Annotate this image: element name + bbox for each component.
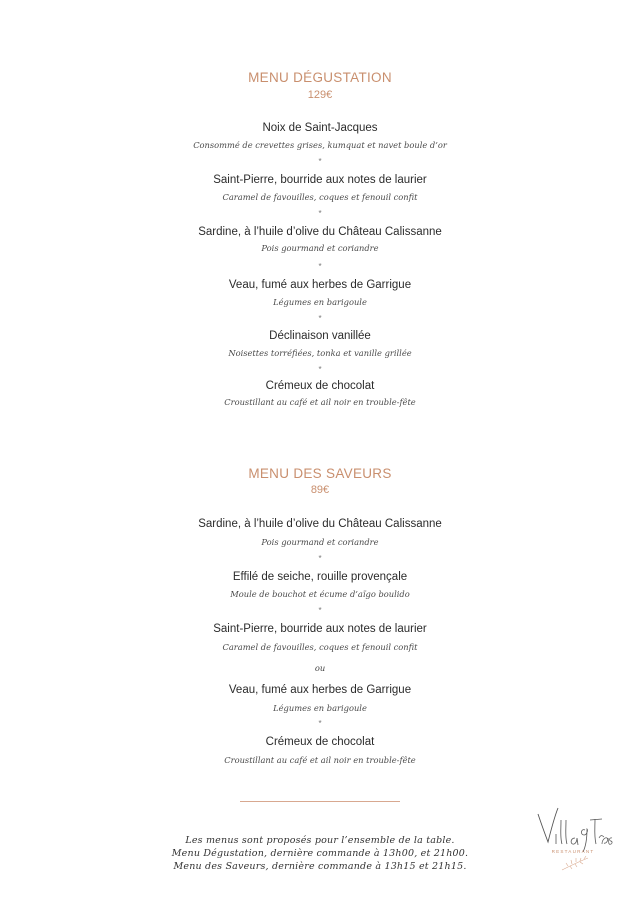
restaurant-logo <box>532 800 614 876</box>
dish-description: Croustillant au café et ail noir en trouble-fête <box>224 397 416 407</box>
dish-description: Consommé de crevettes grises, kumquat et navet boule d’or <box>193 140 447 150</box>
separator-asterisk: * <box>318 209 322 218</box>
dish-description: Caramel de favouilles, coques et fenouil confit <box>222 192 418 202</box>
dish-name: Saint-Pierre, bourride aux notes de laurier <box>213 174 427 186</box>
dish-description: Caramel de favouilles, coques et fenouil confit <box>222 642 418 652</box>
dish-name: Crémeux de chocolat <box>265 380 375 392</box>
dish-name: Veau, fumé aux herbes de Garrigue <box>228 684 412 696</box>
dish-name: Sardine, à l’huile d’olive du Château Calissanne <box>198 226 442 238</box>
dish-name: Veau, fumé aux herbes de Garrigue <box>228 279 412 291</box>
footer-divider <box>240 801 400 802</box>
or-separator: ou <box>314 663 326 673</box>
degustation-price: 129€ <box>307 89 333 101</box>
dish-description: Moule de bouchot et écume d’aïgo boulido <box>230 589 410 599</box>
footer-line: Les menus sont proposés pour l’ensemble de la table. <box>185 835 455 846</box>
separator-asterisk: * <box>318 262 322 271</box>
dish-description: Pois gourmand et coriandre <box>261 243 379 253</box>
dish-name: Déclinaison vanillée <box>269 330 371 342</box>
footer-line: Menu des Saveurs, dernière commande à 13h15 et 21h15. <box>173 861 467 872</box>
separator-asterisk: * <box>318 606 322 615</box>
dish-name: Sardine, à l’huile d’olive du Château Calissanne <box>198 518 442 530</box>
saveurs-title: MENU DES SAVEURS <box>248 466 392 481</box>
separator-asterisk: * <box>318 719 322 728</box>
separator-asterisk: * <box>318 157 322 166</box>
svg-text:RESTAURANT: RESTAURANT <box>551 849 595 854</box>
dish-name: Saint-Pierre, bourride aux notes de laurier <box>213 623 427 635</box>
dish-name: Crémeux de chocolat <box>265 736 375 748</box>
dish-description: Légumes en barigoule <box>273 297 367 307</box>
separator-asterisk: * <box>318 314 322 323</box>
degustation-title: MENU DÉGUSTATION <box>248 70 392 85</box>
dish-name: Effilé de seiche, rouille provençale <box>232 571 408 583</box>
dish-description: Pois gourmand et coriandre <box>261 537 379 547</box>
footer-line: Menu Dégustation, dernière commande à 13h00, et 21h00. <box>171 848 469 859</box>
dish-description: Légumes en barigoule <box>273 703 367 713</box>
dish-description: Noisettes torréfiées, tonka et vanille grillée <box>228 348 412 358</box>
dish-description: Croustillant au café et ail noir en trouble-fête <box>224 755 416 765</box>
dish-name: Noix de Saint-Jacques <box>262 122 378 134</box>
saveurs-price: 89€ <box>310 484 330 496</box>
separator-asterisk: * <box>318 554 322 563</box>
separator-asterisk: * <box>318 365 322 374</box>
